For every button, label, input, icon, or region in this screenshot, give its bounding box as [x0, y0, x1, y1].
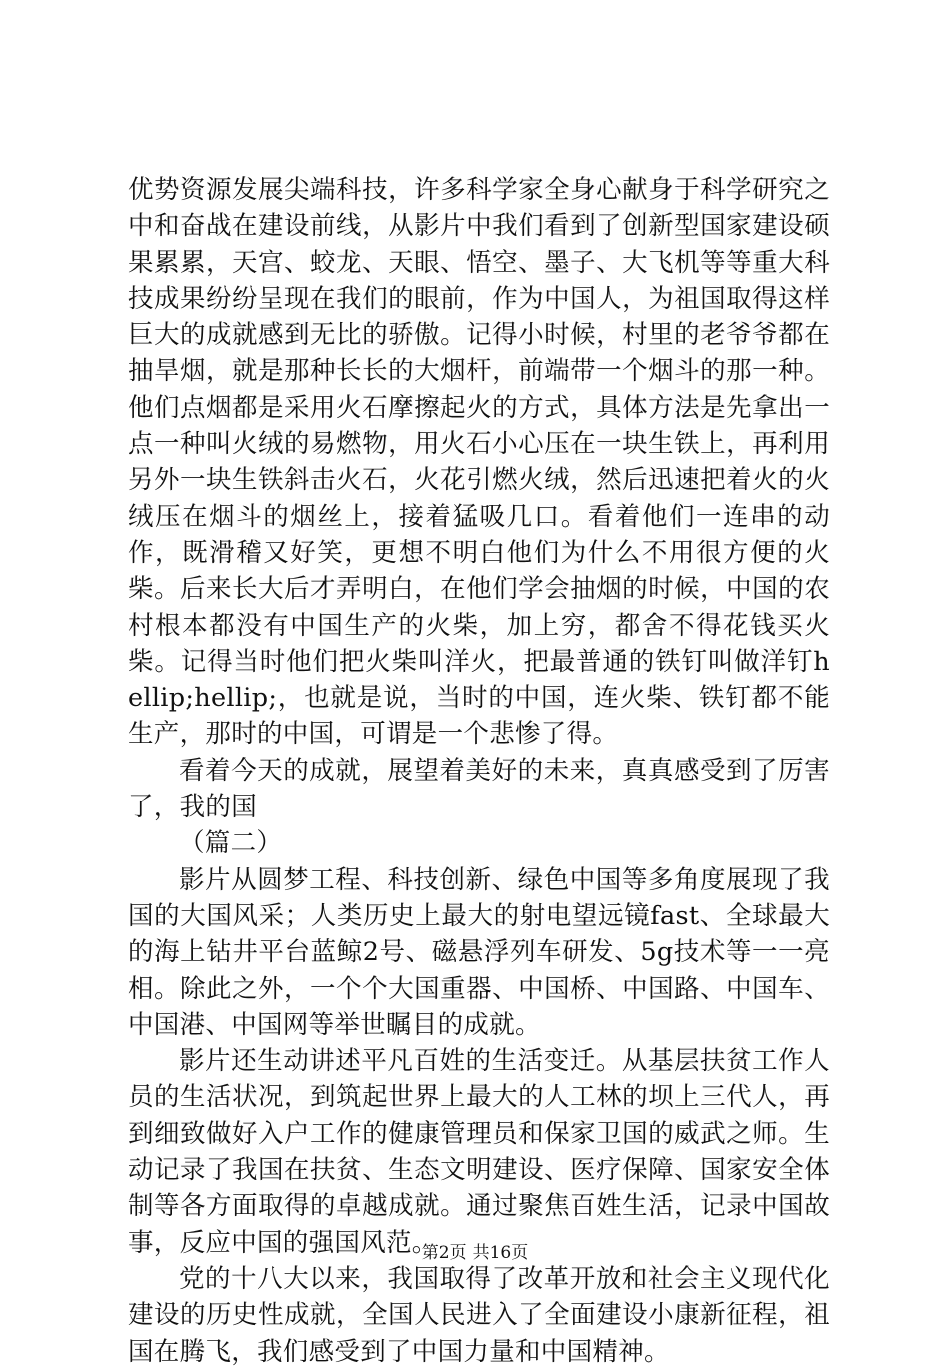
paragraph-conclusion: 看着今天的成就，展望着美好的未来，真真感受到了厉害了，我的国: [128, 755, 830, 823]
document-body: [128, 172, 830, 1370]
paragraph-continued: 优势资源发展尖端科技，许多科学家全身心献身于科学研究之中和奋战在建设前线，从影片中我们看到了创新型国家建设硕果累累，天宫、蛟龙、天眼、悟空、墨子、大飞机等等重大科技成果纷纷呈现在我们的眼前，作为中国人，为祖国取得这样巨大的成就感到无比的骄傲。记得小时候，村里的老爷爷都在抽旱烟，就是那种长长的大烟杆，前端带一个烟斗的那一种。他们点烟都是采用火石摩擦起火的方式，具体方法是先拿出一点一种叫火绒的易燃物，用火石小心压在一块生铁上，再利用另外一块生铁斜击火石，火花引燃火绒，然后迅速把着火的火绒压在烟斗的烟丝上，接着猛吸几口。看着他们一连串的动作，既滑稽又好笑，更想不明白他们为什么不用很方便的火柴。后来长大后才弄明白，在他们学会抽烟的时候，中国的农村根本都没有中国生产的火柴，加上穷，都舍不得花钱买火柴。记得当时他们把火柴叫洋火，把最普通的铁钉叫做洋钉hellip;hellip;，也就是说，当时的中国，连火柴、铁钉都不能生产，那时的中国，可谓是一个悲惨了得。: [128, 175, 830, 750]
page-footer: [0, 1241, 950, 1265]
page-number: 第2页: [421, 1243, 467, 1263]
section-heading: （篇二）: [179, 828, 283, 859]
page-total: 共16页: [472, 1243, 529, 1263]
paragraph: 党的十八大以来，我国取得了改革开放和社会主义现代化建设的历史性成就，全国人民进入了全面建设小康新征程，祖国在腾飞，我们感受到了中国力量和中国精神。: [128, 1263, 830, 1367]
paragraph: 影片从圆梦工程、科技创新、绿色中国等多角度展现了我国的大国风采；人类历史上最大的射电望远镜fast、全球最大的海上钻井平台蓝鲸2号、磁悬浮列车研发、5g技术等一一亮相。除此之外，一个个大国重器、中国桥、中国路、中国车、中国港、中国网等举世瞩目的成就。: [128, 864, 830, 1040]
paragraph: 影片还生动讲述平凡百姓的生活变迁。从基层扶贫工作人员的生活状况，到筑起世界上最大的人工林的坝上三代人，再到细致做好入户工作的健康管理员和保家卫国的威武之师。生动记录了我国在扶贫、生态文明建设、医疗保障、国家安全体制等各方面取得的卓越成就。通过聚焦百姓生活，记录中国故事，反应中国的强国风范。: [128, 1046, 830, 1258]
